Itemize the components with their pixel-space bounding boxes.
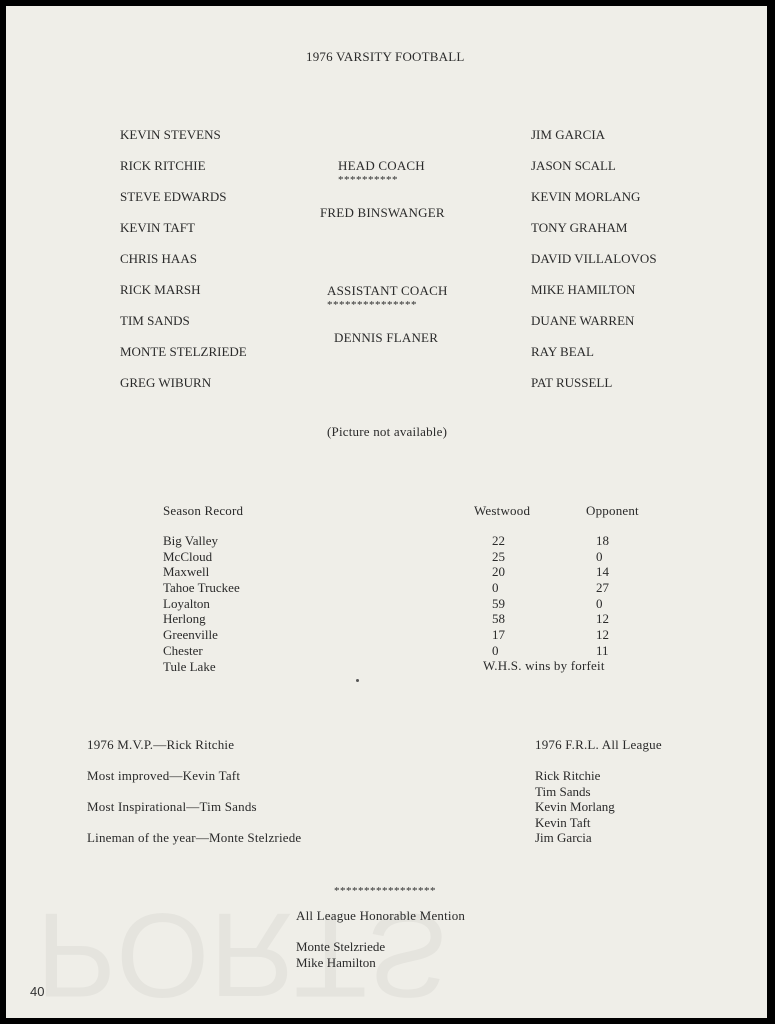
player-name: KEVIN STEVENS	[120, 127, 221, 142]
player-name: STEVE EDWARDS	[120, 189, 227, 204]
opponent-score: 0	[596, 548, 603, 564]
record-opponent: McCloud	[163, 548, 213, 564]
record-opponent: Maxwell	[163, 564, 210, 580]
ink-dot	[356, 679, 359, 682]
assistant-coach-stars: ***************	[327, 299, 417, 311]
head-coach-stars: **********	[338, 174, 398, 186]
record-opponent-scores	[586, 533, 626, 659]
player-name: RAY BEAL	[531, 344, 594, 359]
record-opponents	[163, 533, 240, 674]
record-opponent: Tule Lake	[163, 658, 216, 674]
player-name: RICK RITCHIE	[120, 158, 206, 173]
player-name: DAVID VILLALOVOS	[531, 251, 657, 266]
westwood-score: 22	[492, 533, 505, 548]
record-opponent: Chester	[163, 642, 203, 658]
westwood-col-header: Westwood	[474, 503, 531, 518]
all-league-name: Rick Ritchie	[535, 768, 601, 783]
award-most-improved: Most improved—Kevin Taft	[87, 768, 241, 783]
award-mvp: 1976 M.V.P.—Rick Ritchie	[87, 737, 235, 752]
player-name: RICK MARSH	[120, 282, 201, 297]
player-name: CHRIS HAAS	[120, 251, 197, 266]
assistant-coach-heading: ASSISTANT COACH	[327, 283, 448, 298]
roster-right	[531, 127, 657, 406]
page-number: 40	[30, 984, 45, 999]
all-league-name: Jim Garcia	[535, 830, 592, 845]
player-name: TIM SANDS	[120, 313, 190, 328]
player-name: KEVIN MORLANG	[531, 189, 641, 204]
honorable-heading: All League Honorable Mention	[296, 908, 466, 923]
assistant-coach-name: DENNIS FLANER	[334, 330, 439, 345]
roster-left	[120, 127, 247, 406]
honorable-list	[296, 939, 385, 970]
award-lineman: Lineman of the year—Monte Stelzriede	[87, 830, 302, 845]
all-league-name: Kevin Taft	[535, 814, 591, 830]
record-westwood-scores	[482, 533, 522, 659]
award-most-inspirational: Most Inspirational—Tim Sands	[87, 799, 257, 814]
player-name: MIKE HAMILTON	[531, 282, 636, 297]
forfeit-note: W.H.S. wins by forfeit	[483, 658, 605, 673]
westwood-score: 58	[492, 611, 505, 627]
player-name: TONY GRAHAM	[531, 220, 628, 235]
player-name: PAT RUSSELL	[531, 375, 613, 390]
all-league-list	[535, 768, 615, 846]
head-coach-name: FRED BINSWANGER	[320, 205, 445, 220]
opponent-score: 14	[596, 564, 609, 580]
all-league-heading: 1976 F.R.L. All League	[535, 737, 662, 752]
page-title: 1976 VARSITY FOOTBALL	[306, 49, 465, 64]
all-league-name: Tim Sands	[535, 783, 591, 799]
ghost-print-through	[36, 886, 447, 1018]
record-opponent: Big Valley	[163, 533, 219, 548]
opponent-score: 18	[596, 533, 609, 548]
opponent-score: 12	[596, 627, 609, 643]
westwood-score: 59	[492, 595, 505, 611]
yearbook-page	[6, 6, 767, 1018]
player-name: GREG WIBURN	[120, 375, 212, 390]
opponent-score: 0	[596, 595, 603, 611]
record-opponent: Tahoe Truckee	[163, 580, 240, 596]
player-name: MONTE STELZRIEDE	[120, 344, 247, 359]
opponent-score: 12	[596, 611, 609, 627]
westwood-score: 25	[492, 548, 505, 564]
player-name: KEVIN TAFT	[120, 220, 195, 235]
honorable-stars: *****************	[334, 885, 436, 897]
opponent-score: 27	[596, 580, 609, 596]
head-coach-heading: HEAD COACH	[338, 158, 425, 173]
player-name: JIM GARCIA	[531, 127, 606, 142]
westwood-score: 0	[492, 580, 499, 596]
record-heading: Season Record	[163, 503, 244, 518]
player-name: DUANE WARREN	[531, 313, 635, 328]
westwood-score: 0	[492, 642, 499, 658]
record-opponent: Loyalton	[163, 595, 210, 611]
honorable-name: Mike Hamilton	[296, 954, 376, 970]
westwood-score: 20	[492, 564, 505, 580]
record-opponent: Greenville	[163, 627, 218, 643]
opponent-col-header: Opponent	[586, 503, 639, 518]
honorable-name: Monte Stelzriede	[296, 939, 386, 954]
opponent-score: 11	[596, 642, 609, 658]
westwood-score: 17	[492, 627, 505, 643]
player-name: JASON SCALL	[531, 158, 616, 173]
all-league-name: Kevin Morlang	[535, 799, 615, 814]
picture-note: (Picture not available)	[327, 424, 448, 439]
record-opponent: Herlong	[163, 611, 206, 627]
